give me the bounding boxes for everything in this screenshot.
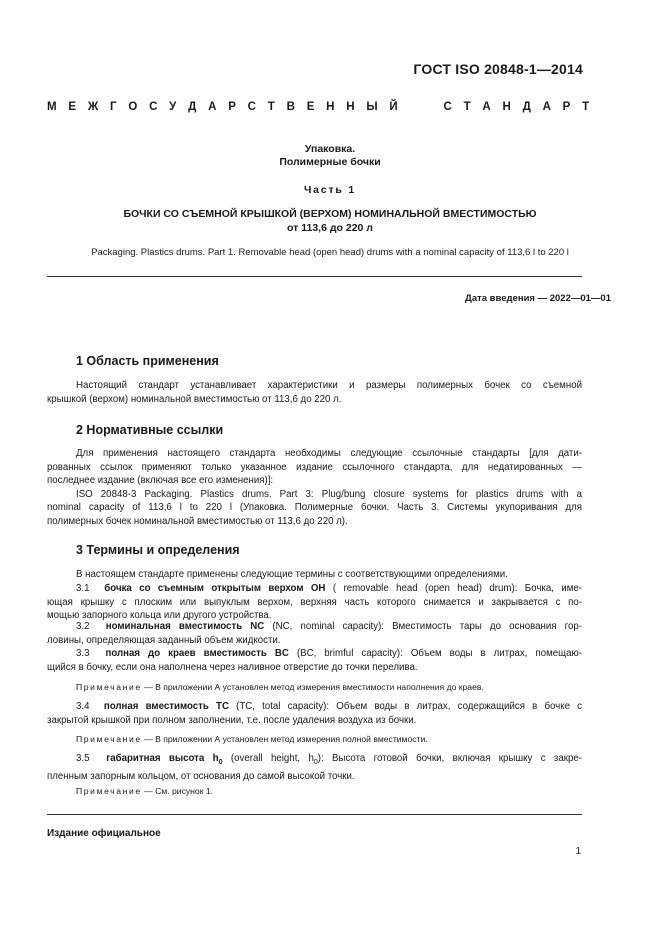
paragraph-line: рованных ссылок применяют только указанное издание ссылочного стандарта, для недатированных — xyxy=(47,461,582,473)
section-2-paragraph xyxy=(47,447,582,529)
term-number: 3.3 xyxy=(76,648,90,659)
english-title: Packaging. Plastics drums. Part 1. Removable head (open head) drums with a nominal capacity of 113,6 l to 220 l xyxy=(91,247,569,258)
term-line: пленным запорным кольцом, от основания до самой высокой точки. xyxy=(47,770,355,782)
term-line: ловины, определяющая заданный объем жидкости. xyxy=(47,634,281,646)
page-number: 1 xyxy=(575,846,581,857)
term-definition: (NC, nominal capacity): Вместимость тары до основания гор- xyxy=(272,621,582,632)
paragraph-line: Настоящий стандарт устанавливает характеристики и размеры полимерных бочек со съемной xyxy=(76,380,582,391)
main-title-line-1: БОЧКИ СО СЪЕМНОЙ КРЫШКОЙ (ВЕРХОМ) НОМИНАЛЬНОЙ ВМЕСТИМОСТЬЮ xyxy=(123,208,537,220)
term-name xyxy=(106,753,222,764)
term-name: бочка со съемным открытым верхом ОН xyxy=(104,583,326,594)
term-number: 3.2 xyxy=(76,621,90,632)
note-text: — См. рисунок 1. xyxy=(141,786,214,796)
term-number: 3.1 xyxy=(76,583,90,594)
term-line xyxy=(47,700,582,714)
official-edition-label: Издание официальное xyxy=(47,828,161,839)
section-3-heading: 3 Термины и определения xyxy=(76,543,240,557)
section-2-heading: 2 Нормативные ссылки xyxy=(76,423,224,437)
paragraph-line: В настоящем стандарте применены следующие термины с соответствующими определениями. xyxy=(76,569,508,580)
note-label: Примечание xyxy=(76,734,142,744)
note-1 xyxy=(76,682,484,692)
note-3 xyxy=(76,786,213,796)
term-line: закрытой крышкой при полном заполнении, т.е. после удаления воздуха из бочки. xyxy=(47,714,417,726)
term-definition: (TC, total capacity): Объем воды в литрах, содержащийся в бочке с xyxy=(236,701,582,712)
note-text: — В приложении А установлен метод измерения вместимости наполнения до краев. xyxy=(141,682,484,692)
paragraph-line: последнее издание (включая все его изменения)]: xyxy=(47,475,274,487)
term-definition-b: ): Высота готовой бочки, включая крышку с закре- xyxy=(317,753,583,764)
definition-subscript: 0 xyxy=(313,758,318,766)
term-name-text: габаритная высота h xyxy=(106,753,219,764)
reference-line: nominal capacity of 113,6 l to 220 l (Упаковка. Полимерные бочки. Часть 3. Системы укупоривания для xyxy=(47,502,582,514)
document-code: ГОСТ ISO 20848-1—2014 xyxy=(413,61,583,77)
term-name: полная вместимость TC xyxy=(103,701,229,712)
term-number: 3.5 xyxy=(76,753,90,764)
section-1-heading: 1 Область применения xyxy=(76,354,219,368)
paragraph-line: Для применения настоящего стандарта необходимы следующие ссылочные стандарты [для дати- xyxy=(76,448,582,459)
section-3-intro xyxy=(47,568,582,582)
part-label: Часть 1 xyxy=(303,184,356,196)
term-line: щийся в бочку, если она наполнена через наливное отверстие до точки перелива. xyxy=(47,661,418,673)
title-line-2: Полимерные бочки xyxy=(279,156,381,168)
term-number: 3.4 xyxy=(76,701,90,712)
term-line: мощью запорного кольца или другого устройства. xyxy=(47,610,272,622)
term-line xyxy=(47,647,582,661)
term-3-4 xyxy=(47,700,582,727)
note-text: — В приложении А установлен метод измерения полной вместимости. xyxy=(141,734,428,744)
term-3-5 xyxy=(47,752,582,783)
term-3-1 xyxy=(47,582,582,623)
term-line: ющая крышку с плоским или выпуклым верхом, верхняя часть которого снимается и закрывается с по- xyxy=(47,596,582,608)
main-title-line-2: от 113,6 до 220 л xyxy=(287,222,373,234)
interstate-standard-text: М Е Ж Г О С У Д А Р С Т В Е Н Н Ы Й С Т А Н Д А Р Т xyxy=(47,101,593,113)
term-definition: (BC, brimful capacity): Объем воды в литрах, помещаю- xyxy=(296,648,583,659)
reference-line: полимерных бочек номинальной вместимостью от 113,6 до 220 л). xyxy=(47,515,348,527)
footer-divider xyxy=(47,814,582,815)
note-2 xyxy=(76,734,428,744)
term-definition-a: (overall height, h xyxy=(222,753,314,764)
term-3-2 xyxy=(47,620,582,647)
reference-line: ISO 20848-3 Packaging. Plastics drums. Part 3: Plug/bung closure systems for plastics drums with a xyxy=(76,488,582,500)
note-label: Примечание xyxy=(76,682,142,692)
note-label: Примечание xyxy=(76,786,142,796)
term-line xyxy=(47,582,582,596)
paragraph-line: крышкой (верхом) номинальной вместимостью от 113,6 до 220 л. xyxy=(47,393,342,405)
term-name: полная до краев вместимость BC xyxy=(105,648,289,659)
section-1-paragraph xyxy=(47,379,582,406)
intro-date: Дата введения — 2022—01—01 xyxy=(465,293,611,304)
term-name: номинальная вместимость NC xyxy=(105,621,265,632)
interstate-standard-label xyxy=(47,101,612,113)
term-3-3 xyxy=(47,647,582,674)
term-subscript: 0 xyxy=(218,758,223,766)
term-definition: ( removable head (open head) drum): Бочка, име- xyxy=(332,583,582,594)
title-line-1: Упаковка. xyxy=(304,143,356,155)
title-divider xyxy=(47,276,582,277)
term-line xyxy=(47,752,582,770)
term-line xyxy=(47,620,582,634)
